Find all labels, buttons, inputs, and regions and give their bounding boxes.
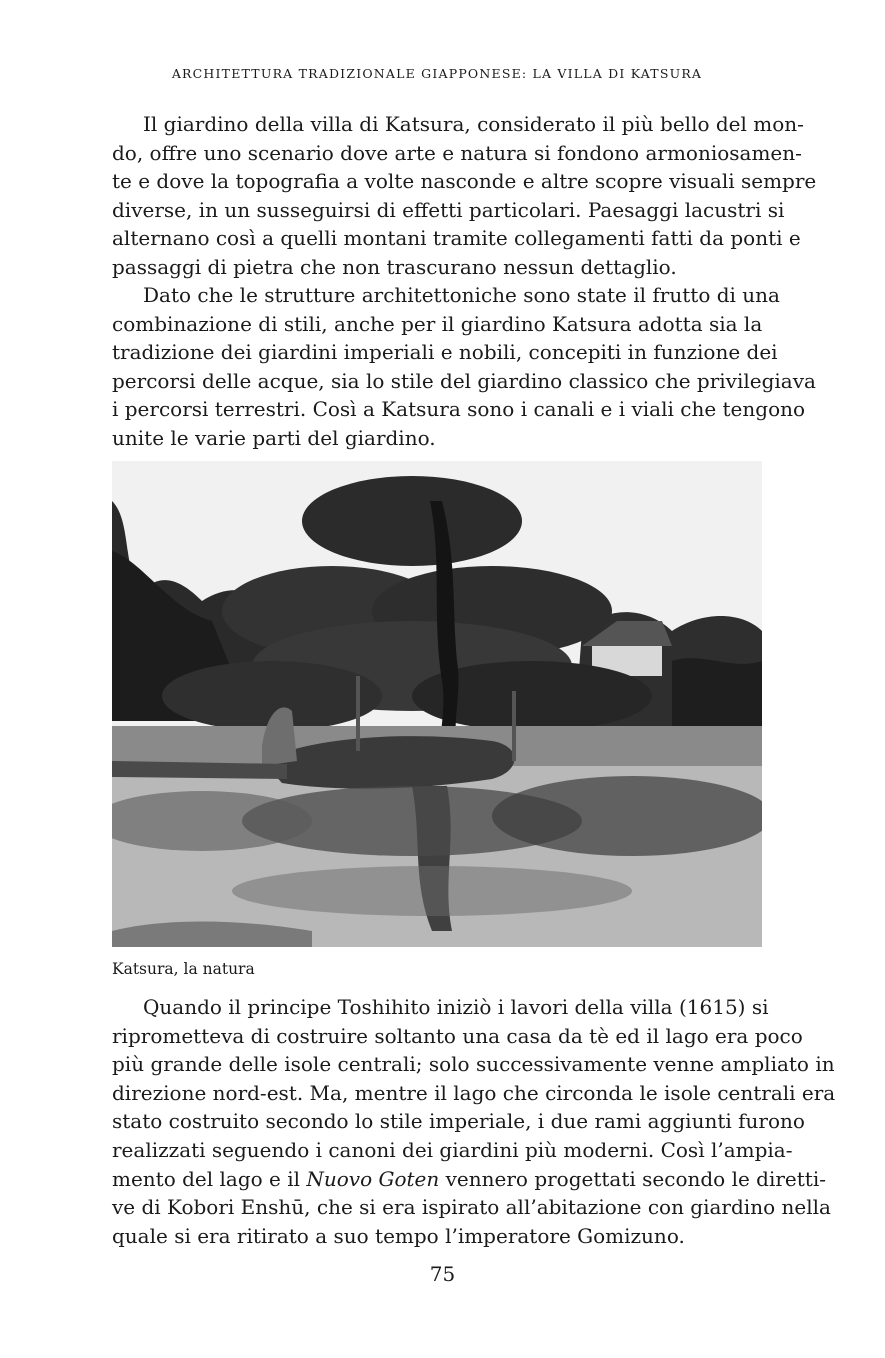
paragraph-1 xyxy=(112,110,817,282)
text-line: tradizione dei giardini imperiali e nobili, concepiti in funzione dei xyxy=(112,340,778,365)
page-number: 75 xyxy=(429,1262,456,1286)
text-line: Quando il principe Toshihito iniziò i lavori della villa (1615) si xyxy=(143,995,769,1019)
text-line: passaggi di pietra che non trascurano nessun dettaglio. xyxy=(112,254,677,279)
text-line: quale si era ritirato a suo tempo l’imperatore Gomizuno. xyxy=(112,1223,685,1248)
paragraph-3 xyxy=(112,993,836,1250)
text-line: stato costruito secondo lo stile imperiale, i due rami aggiunti furono xyxy=(112,1109,805,1134)
text-line: Dato che le strutture architettoniche sono state il frutto di una xyxy=(143,283,780,307)
italic-title: Nuovo Goten xyxy=(306,1166,440,1191)
running-header: ARCHITETTURA TRADIZIONALE GIAPPONESE: LA VILLA DI KATSURA xyxy=(171,66,703,81)
figure-caption: Katsura, la natura xyxy=(112,960,255,978)
text-line: più grande delle isole centrali; solo successivamente venne ampliato in xyxy=(112,1052,835,1077)
text-line: ve di Kobori Enshū, che si era ispirato all’abitazione con giardino nella xyxy=(112,1195,831,1220)
text-line: direzione nord-est. Ma, mentre il lago che circonda le isole centrali era xyxy=(112,1080,836,1105)
text-line: combinazione di stili, anche per il giardino Katsura adotta sia la xyxy=(112,311,763,336)
text-line: percorsi delle acque, sia lo stile del giardino classico che privilegiava xyxy=(112,368,816,393)
garden-photo xyxy=(112,461,762,947)
text-line: unite le varie parti del giardino. xyxy=(112,425,436,450)
text-line: mento del lago e il Nuovo Goten vennero progettati secondo le diretti- xyxy=(112,1166,826,1191)
text-line: te e dove la topografia a volte nasconde e altre scopre visuali sempre xyxy=(112,169,817,194)
text-line: do, offre uno scenario dove arte e natura si fondono armoniosamen- xyxy=(112,140,802,165)
text-line: Il giardino della villa di Katsura, considerato il più bello del mon- xyxy=(143,112,804,136)
text-line: alternano così a quelli montani tramite collegamenti fatti da ponti e xyxy=(112,226,801,251)
paragraph-2 xyxy=(112,281,816,453)
text-line: i percorsi terrestri. Così a Katsura sono i canali e i viali che tengono xyxy=(112,397,806,422)
katsura-garden-image xyxy=(112,461,762,947)
text-line: realizzati seguendo i canoni dei giardini più moderni. Così l’ampia- xyxy=(112,1137,793,1162)
text-line: diverse, in un susseguirsi di effetti particolari. Paesaggi lacustri si xyxy=(112,197,785,222)
text-line: riprometteva di costruire soltanto una casa da tè ed il lago era poco xyxy=(112,1023,803,1048)
